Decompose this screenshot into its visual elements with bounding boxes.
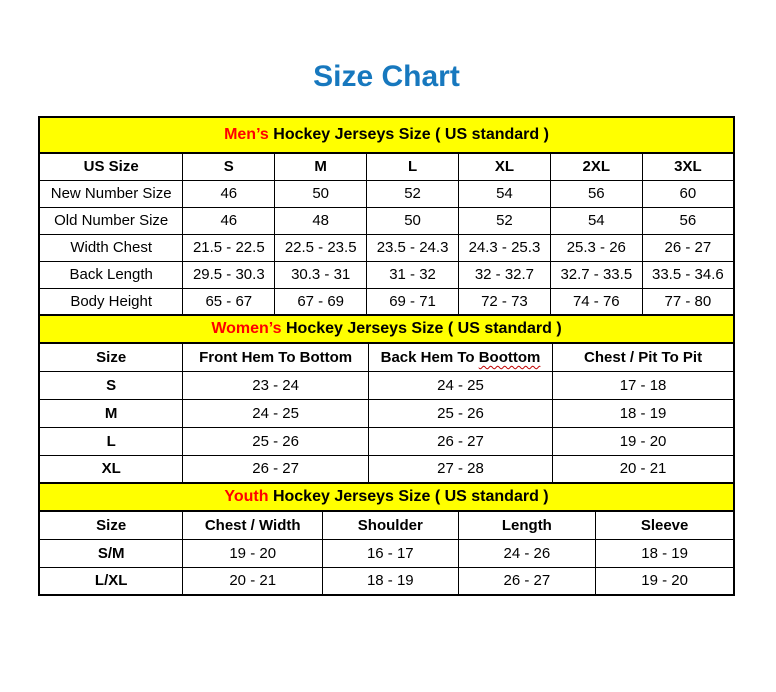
row-label: Body Height bbox=[39, 288, 183, 315]
womens-banner bbox=[39, 315, 734, 343]
value-cell: 54 bbox=[550, 207, 642, 234]
womens-banner-accent: Women’s bbox=[211, 320, 282, 337]
column-header-sleeve: Sleeve bbox=[596, 511, 734, 539]
value-cell: 24 - 25 bbox=[183, 399, 369, 427]
value-cell: 65 - 67 bbox=[183, 288, 275, 315]
column-header-3xl: 3XL bbox=[642, 153, 734, 180]
table-row-womens-xl bbox=[39, 455, 734, 483]
column-header-length: Length bbox=[458, 511, 596, 539]
column-header-front-hem: Front Hem To Bottom bbox=[183, 343, 369, 371]
value-cell: 26 - 27 bbox=[458, 567, 596, 595]
value-cell: 24 - 25 bbox=[368, 371, 552, 399]
value-cell: 26 - 27 bbox=[368, 427, 552, 455]
table-row-womens-m bbox=[39, 399, 734, 427]
value-cell: 74 - 76 bbox=[550, 288, 642, 315]
column-header-l: L bbox=[367, 153, 459, 180]
back-hem-label: Back Hem To bbox=[380, 348, 479, 366]
mens-size-table bbox=[38, 116, 735, 316]
size-chart-page bbox=[38, 0, 735, 596]
table-row-body-height bbox=[39, 288, 734, 315]
value-cell: 22.5 - 23.5 bbox=[275, 234, 367, 261]
row-label: New Number Size bbox=[39, 180, 183, 207]
column-header-size: Size bbox=[39, 343, 183, 371]
value-cell: 19 - 20 bbox=[596, 567, 734, 595]
value-cell: 19 - 20 bbox=[553, 427, 734, 455]
row-label: XL bbox=[39, 455, 183, 483]
column-header-xl: XL bbox=[458, 153, 550, 180]
value-cell: 29.5 - 30.3 bbox=[183, 261, 275, 288]
row-label: Back Length bbox=[39, 261, 183, 288]
youth-banner-accent: Youth bbox=[224, 488, 269, 505]
value-cell: 72 - 73 bbox=[458, 288, 550, 315]
womens-banner-row bbox=[39, 315, 734, 343]
value-cell: 26 - 27 bbox=[642, 234, 734, 261]
row-label: S bbox=[39, 371, 183, 399]
value-cell: 60 bbox=[642, 180, 734, 207]
column-header-back-hem bbox=[368, 343, 552, 371]
mens-banner-row bbox=[39, 117, 734, 153]
youth-banner bbox=[39, 483, 734, 511]
value-cell: 25.3 - 26 bbox=[550, 234, 642, 261]
column-header-us-size: US Size bbox=[39, 153, 183, 180]
value-cell: 32 - 32.7 bbox=[458, 261, 550, 288]
value-cell: 50 bbox=[367, 207, 459, 234]
row-label: L/XL bbox=[39, 567, 183, 595]
column-header-size: Size bbox=[39, 511, 183, 539]
youth-header-row bbox=[39, 511, 734, 539]
value-cell: 24 - 26 bbox=[458, 539, 596, 567]
value-cell: 18 - 19 bbox=[596, 539, 734, 567]
row-label: Old Number Size bbox=[39, 207, 183, 234]
column-header-s: S bbox=[183, 153, 275, 180]
value-cell: 69 - 71 bbox=[367, 288, 459, 315]
value-cell: 32.7 - 33.5 bbox=[550, 261, 642, 288]
value-cell: 56 bbox=[642, 207, 734, 234]
row-label: L bbox=[39, 427, 183, 455]
value-cell: 25 - 26 bbox=[183, 427, 369, 455]
youth-banner-row bbox=[39, 483, 734, 511]
value-cell: 27 - 28 bbox=[368, 455, 552, 483]
column-header-shoulder: Shoulder bbox=[323, 511, 459, 539]
value-cell: 21.5 - 22.5 bbox=[183, 234, 275, 261]
table-row-new-number-size bbox=[39, 180, 734, 207]
table-row-womens-l bbox=[39, 427, 734, 455]
value-cell: 31 - 32 bbox=[367, 261, 459, 288]
value-cell: 30.3 - 31 bbox=[275, 261, 367, 288]
value-cell: 48 bbox=[275, 207, 367, 234]
value-cell: 19 - 20 bbox=[183, 539, 323, 567]
value-cell: 20 - 21 bbox=[183, 567, 323, 595]
column-header-chest-pit: Chest / Pit To Pit bbox=[553, 343, 734, 371]
column-header-2xl: 2XL bbox=[550, 153, 642, 180]
row-label: M bbox=[39, 399, 183, 427]
value-cell: 52 bbox=[458, 207, 550, 234]
table-row-back-length bbox=[39, 261, 734, 288]
womens-header-row bbox=[39, 343, 734, 371]
table-row-youth-sm bbox=[39, 539, 734, 567]
page-title: Size Chart bbox=[313, 60, 460, 93]
mens-banner-accent: Men’s bbox=[224, 126, 269, 143]
value-cell: 25 - 26 bbox=[368, 399, 552, 427]
column-header-chest-width: Chest / Width bbox=[183, 511, 323, 539]
value-cell: 50 bbox=[275, 180, 367, 207]
value-cell: 33.5 - 34.6 bbox=[642, 261, 734, 288]
youth-size-table bbox=[38, 482, 735, 596]
value-cell: 46 bbox=[183, 180, 275, 207]
row-label: Width Chest bbox=[39, 234, 183, 261]
value-cell: 67 - 69 bbox=[275, 288, 367, 315]
table-row-width-chest bbox=[39, 234, 734, 261]
mens-banner bbox=[39, 117, 734, 153]
table-row-old-number-size bbox=[39, 207, 734, 234]
misspelled-word: Boottom bbox=[478, 348, 541, 366]
womens-size-table bbox=[38, 314, 735, 484]
value-cell: 24.3 - 25.3 bbox=[458, 234, 550, 261]
mens-banner-text: Hockey Jerseys Size ( US standard ) bbox=[268, 126, 549, 143]
column-header-m: M bbox=[275, 153, 367, 180]
value-cell: 46 bbox=[183, 207, 275, 234]
table-row-womens-s bbox=[39, 371, 734, 399]
value-cell: 26 - 27 bbox=[183, 455, 369, 483]
value-cell: 23.5 - 24.3 bbox=[367, 234, 459, 261]
value-cell: 23 - 24 bbox=[183, 371, 369, 399]
value-cell: 18 - 19 bbox=[553, 399, 734, 427]
womens-banner-text: Hockey Jerseys Size ( US standard ) bbox=[281, 320, 562, 337]
value-cell: 77 - 80 bbox=[642, 288, 734, 315]
value-cell: 54 bbox=[458, 180, 550, 207]
value-cell: 16 - 17 bbox=[323, 539, 459, 567]
value-cell: 56 bbox=[550, 180, 642, 207]
value-cell: 52 bbox=[367, 180, 459, 207]
table-row-youth-lxl bbox=[39, 567, 734, 595]
row-label: S/M bbox=[39, 539, 183, 567]
youth-banner-text: Hockey Jerseys Size ( US standard ) bbox=[268, 488, 549, 505]
value-cell: 18 - 19 bbox=[323, 567, 459, 595]
value-cell: 20 - 21 bbox=[553, 455, 734, 483]
value-cell: 17 - 18 bbox=[553, 371, 734, 399]
mens-header-row bbox=[39, 153, 734, 180]
